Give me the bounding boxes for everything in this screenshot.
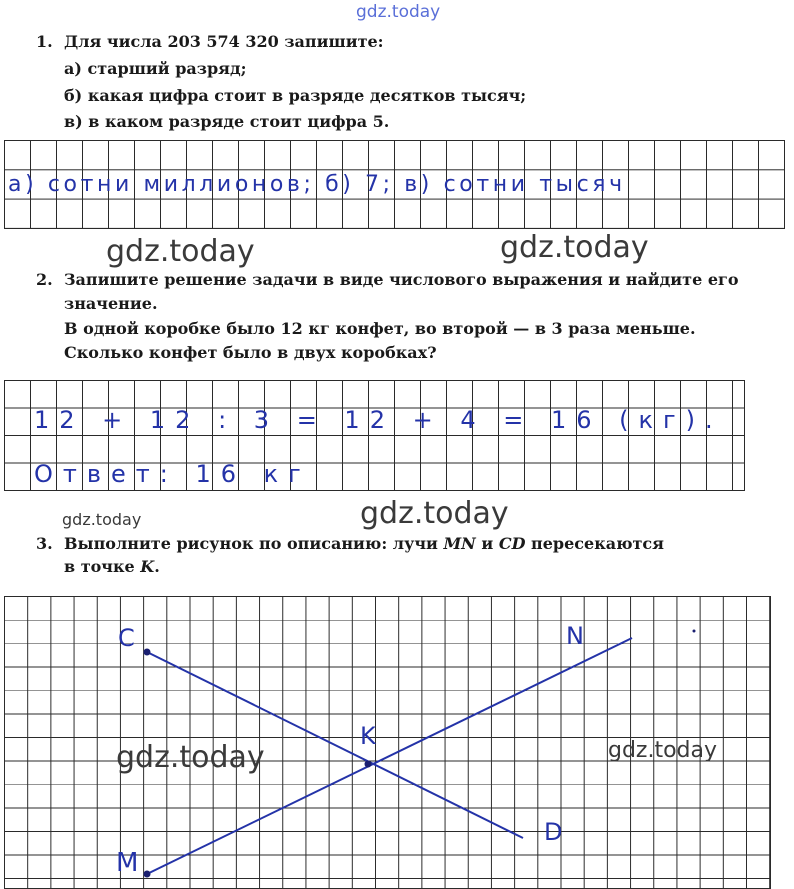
- task3-text: Выполните рисунок по описанию: лучи: [64, 534, 444, 553]
- task2-line: В одной коробке было 12 кг конфет, во второй — в 3 раза меньше.: [64, 319, 696, 338]
- ray-mn-label: MN: [443, 534, 476, 553]
- watermark: gdz.today: [360, 496, 509, 531]
- task1-number: 1.: [36, 32, 53, 51]
- task3-text: и: [475, 534, 499, 553]
- label-k: K: [360, 722, 376, 750]
- task1-item-c: в) в каком разряде стоит цифра 5.: [64, 112, 390, 131]
- watermark: gdz.today: [116, 740, 265, 775]
- task2-line: значение.: [64, 294, 158, 313]
- point-k: [365, 761, 372, 768]
- point-m: [144, 871, 151, 878]
- watermark: gdz.today: [62, 510, 142, 529]
- task3-number: 3.: [36, 534, 53, 553]
- point-c: [144, 649, 151, 656]
- task1-handwritten-answer: а) сотни миллионов; б) 7; в) сотни тысяч: [8, 172, 626, 197]
- task2-line: Запишите решение задачи в виде числового выражения и найдите его: [64, 270, 739, 289]
- watermark: gdz.today: [106, 234, 255, 269]
- task3-text: в точке: [64, 557, 141, 576]
- task1-item-b: б) какая цифра стоит в разряде десятков тысяч;: [64, 86, 527, 105]
- task1-item-a: а) старший разряд;: [64, 59, 247, 78]
- task2-handwritten-answer: Ответ: 16 кг: [34, 460, 311, 488]
- task2-handwritten-solution: 12 + 12 : 3 = 12 + 4 = 16 (кг).: [34, 406, 723, 434]
- watermark: gdz.today: [608, 738, 718, 763]
- task2-line: Сколько конфет было в двух коробках?: [64, 343, 437, 362]
- stray-dot: [693, 630, 696, 633]
- label-d: D: [544, 818, 563, 846]
- ray-cd-label: CD: [498, 534, 526, 553]
- task1-intro: Для числа 203 574 320 запишите:: [64, 32, 384, 51]
- point-k-label: K: [140, 557, 155, 576]
- task2-number: 2.: [36, 270, 53, 289]
- watermark-top: gdz.today: [356, 2, 441, 22]
- task3-text: пересекаются: [525, 534, 664, 553]
- label-c: C: [118, 624, 135, 652]
- task3-text: .: [154, 557, 160, 576]
- watermark: gdz.today: [500, 230, 649, 265]
- label-m: M: [116, 848, 139, 878]
- label-n: N: [566, 622, 584, 650]
